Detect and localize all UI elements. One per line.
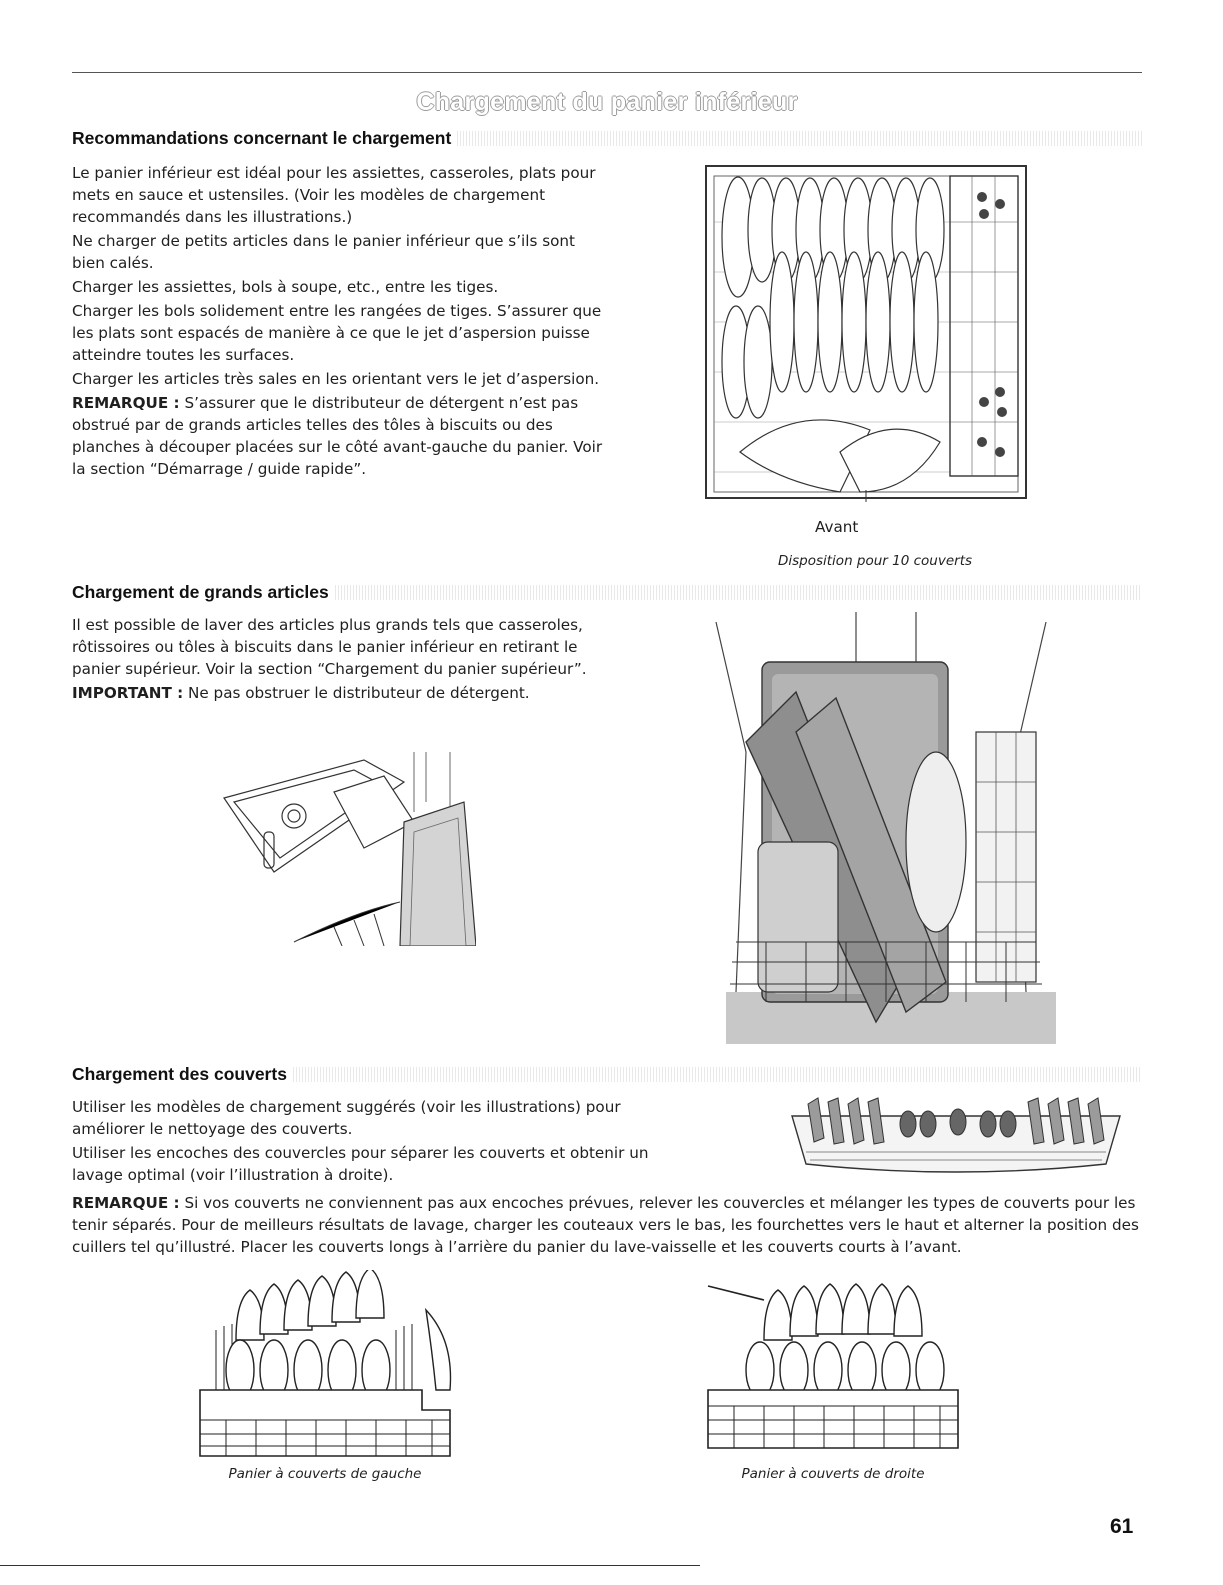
- section-heading-text: Chargement de grands articles: [72, 582, 329, 602]
- section1-body: [72, 162, 612, 482]
- section-heading-silverware: [72, 1064, 1142, 1085]
- large-items-rack-illustration: [706, 612, 1056, 1044]
- section-heading-text: Chargement des couverts: [72, 1064, 287, 1084]
- section-heading-text: Recommandations concernant le chargement: [72, 128, 452, 148]
- paragraph: Charger les articles très sales en les orientant vers le jet d’aspersion.: [72, 370, 600, 388]
- note-paragraph: [72, 392, 612, 480]
- left-silverware-basket-illustration: [196, 1270, 454, 1462]
- page-number: 61: [1110, 1515, 1134, 1538]
- detergent-dispenser-illustration: [214, 752, 476, 946]
- note-label: REMARQUE :: [72, 1194, 180, 1212]
- note-text: Si vos couverts ne conviennent pas aux encoches prévues, relever les couvercles et mélanger les types de couverts pour les tenir séparés. Pour de meilleurs résultats de lavage, charger les couteaux vers le bas, les fourchettes vers le haut et alterner la position des cuillers tel qu’illustré. Placer les couverts longs à l’arrière du panier du lave-vaisselle et les couverts courts à l’avant.: [72, 1194, 1139, 1256]
- paragraph: Charger les assiettes, bols à soupe, etc., entre les tiges.: [72, 278, 499, 296]
- section3-body: [72, 1096, 692, 1188]
- note-paragraph: [72, 1192, 1144, 1258]
- bottom-rule: [0, 1565, 700, 1566]
- right-silverware-basket-illustration: [704, 1280, 962, 1452]
- important-text: Ne pas obstruer le distributeur de détergent.: [183, 684, 530, 702]
- top-rule: [72, 72, 1142, 73]
- important-label: IMPORTANT :: [72, 684, 184, 702]
- important-paragraph: [72, 682, 612, 704]
- paragraph: Ne charger de petits articles dans le panier inférieur que s’ils sont bien calés.: [72, 232, 575, 272]
- paragraph: Il est possible de laver des articles plus grands tels que casseroles, rôtissoires ou tôles à biscuits dans le panier inférieur en retirant le panier supérieur. Voir la section “Chargement du panier supérieur”.: [72, 616, 587, 678]
- note-label: REMARQUE :: [72, 394, 180, 412]
- section-heading-large-items: [72, 582, 1142, 603]
- figure-caption-10-place-settings: Disposition pour 10 couverts: [777, 553, 973, 569]
- heading-stripe: [293, 1067, 1142, 1082]
- page-title: Chargement du panier inférieur: [416, 88, 798, 116]
- figure-label-front: Avant: [815, 518, 859, 536]
- section2-body: [72, 614, 612, 706]
- caption-left-silverware-basket: Panier à couverts de gauche: [228, 1466, 422, 1482]
- heading-stripe: [457, 131, 1142, 146]
- section-heading-loading-recommendations: [72, 128, 1142, 149]
- heading-stripe: [335, 585, 1142, 600]
- lower-rack-top-view-illustration: [700, 162, 1032, 502]
- silverware-basket-illustration: [788, 1094, 1124, 1178]
- section3-note: [72, 1192, 1144, 1260]
- paragraph: Charger les bols solidement entre les rangées de tiges. S’assurer que les plats sont espacés de manière à ce que le jet d’aspersion puisse atteindre toutes les surfaces.: [72, 302, 602, 364]
- paragraph: Utiliser les modèles de chargement suggérés (voir les illustrations) pour améliorer le nettoyage des couverts.: [72, 1098, 621, 1138]
- caption-right-silverware-basket: Panier à couverts de droite: [741, 1466, 925, 1482]
- paragraph: Le panier inférieur est idéal pour les assiettes, casseroles, plats pour mets en sauce et ustensiles. (Voir les modèles de chargement recommandés dans les illustrations.): [72, 164, 596, 226]
- note-text: S’assurer que le distributeur de détergent n’est pas obstrué par de grands articles telles des tôles à biscuits ou des planches à découper placées sur le côté avant-gauche du panier. Voir la section “Démarrage / guide rapide”.: [72, 394, 603, 478]
- paragraph: Utiliser les encoches des couvercles pour séparer les couverts et obtenir un lavage optimal (voir l’illustration à droite).: [72, 1144, 649, 1184]
